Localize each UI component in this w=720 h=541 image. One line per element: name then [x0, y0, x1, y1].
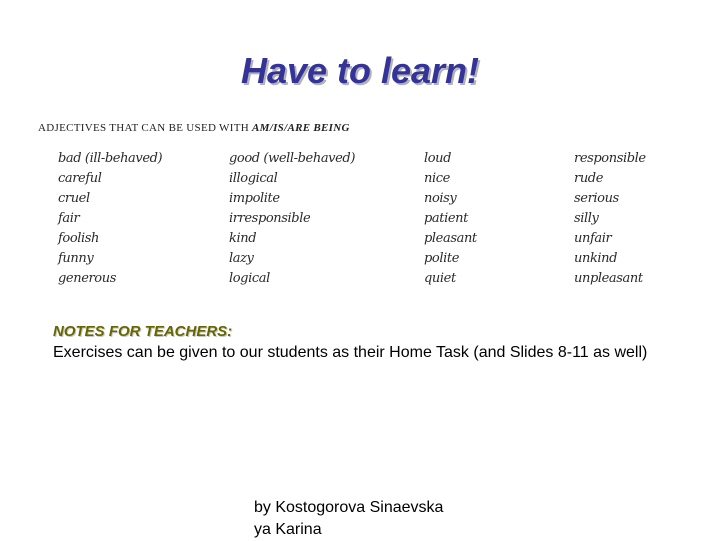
adjective-word: unfair	[574, 231, 612, 246]
adjective-word: logical	[229, 271, 270, 286]
adjective-word: quiet	[424, 271, 456, 286]
adjective-word: pleasant	[424, 231, 477, 246]
adjectives-column-4	[574, 149, 646, 289]
adjective-word: patient	[424, 211, 468, 226]
adjective-word: funny	[58, 251, 94, 266]
author-credit-line-2: ya Karina	[254, 521, 322, 538]
adjectives-column-3	[424, 149, 477, 289]
adjectives-column-2	[229, 149, 355, 289]
adjective-word: serious	[574, 191, 619, 206]
adjective-word: rude	[574, 171, 604, 186]
adjective-word: kind	[229, 231, 257, 246]
adjectives-table-image	[38, 122, 648, 292]
adjective-word: good (well-behaved)	[229, 151, 355, 166]
adjective-word: illogical	[229, 171, 278, 186]
adjective-word: fair	[58, 211, 80, 226]
adjectives-column-1	[58, 149, 162, 289]
adjective-word: lazy	[229, 251, 254, 266]
adjectives-table-heading	[38, 122, 350, 134]
author-credit-line-1: by Kostogorova Sinaevska	[254, 499, 444, 516]
teacher-notes-body: Exercises can be given to our students as their Home Task (and Slides 8-11 as well)	[53, 344, 648, 361]
slide-title: Have to learn!	[240, 50, 480, 91]
adjective-word: responsible	[574, 151, 646, 166]
adjective-word: cruel	[58, 191, 90, 206]
author-credit	[254, 497, 484, 541]
adjective-word: bad (ill-behaved)	[58, 151, 163, 166]
adjective-word: polite	[424, 251, 459, 266]
adjective-word: unpleasant	[574, 271, 643, 286]
adjective-word: silly	[574, 211, 599, 226]
adjective-word: loud	[424, 151, 452, 166]
adjective-word: unkind	[574, 251, 618, 266]
adjectives-table-heading-prefix: ADJECTIVES THAT CAN BE USED WITH	[38, 122, 253, 134]
teacher-notes-heading: NOTES FOR TEACHERS:	[53, 323, 233, 340]
adjective-word: generous	[58, 271, 116, 286]
adjective-word: careful	[58, 171, 102, 186]
adjective-word: irresponsible	[229, 211, 311, 226]
adjectives-table-heading-emphasis: AM/IS/ARE BEING	[252, 122, 350, 134]
adjective-word: noisy	[424, 191, 457, 206]
adjective-word: impolite	[229, 191, 280, 206]
adjective-word: nice	[424, 171, 450, 186]
adjective-word: foolish	[58, 231, 100, 246]
teacher-notes	[53, 322, 698, 364]
